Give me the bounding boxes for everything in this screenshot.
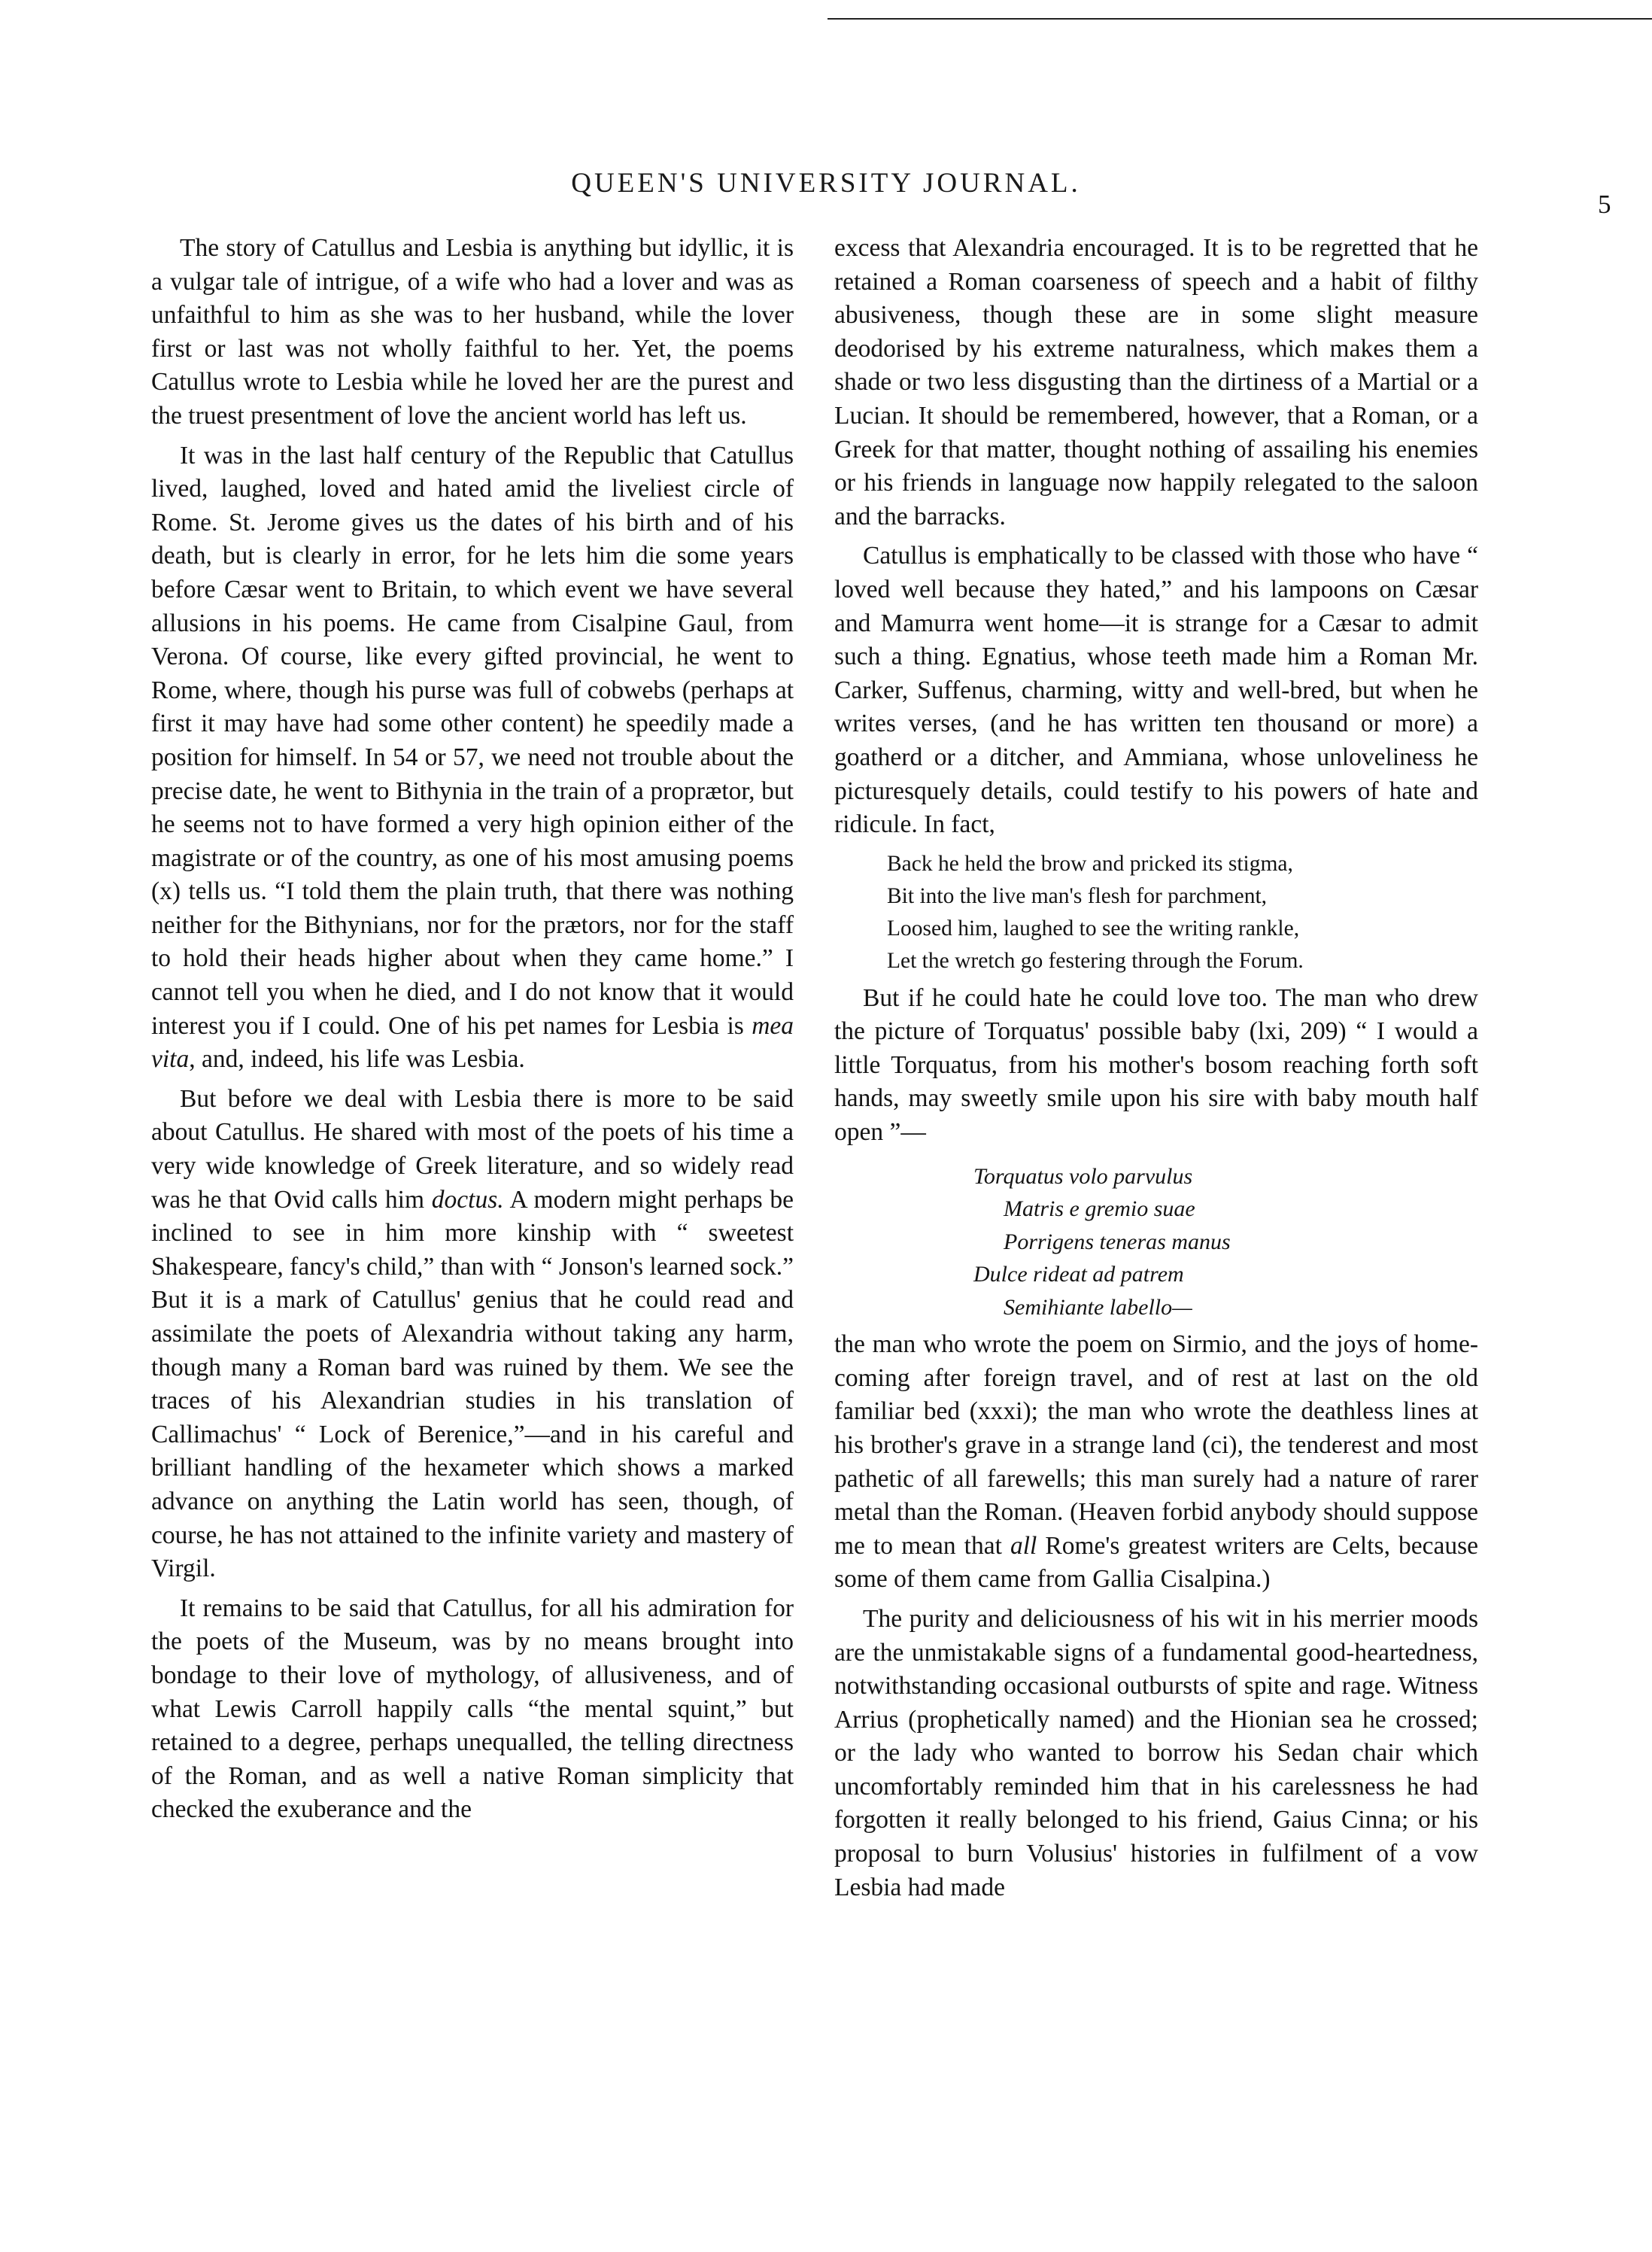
latin-line: Torquatus volo parvulus: [973, 1163, 1193, 1189]
verse-line: Let the wretch go festering through the Forum.: [887, 948, 1304, 973]
left-column: [151, 232, 794, 1833]
paragraph-text: It was in the last half century of the Republic that Catullus lived, laughed, loved and hated amid the liveliest circle of Rome. St. Jerome gives us the dates of his birth and of his death, but is clearly in error, for he lets him die some years before Cæsar went to Britain, to which event we have several allusions in his poems. He came from Cisalpine Gaul, from Verona. Of course, like every gifted provincial, he went to Rome, where, though his purse was full of cobwebs (perhaps at first it may have had some other content) he speedily made a position for himself. In 54 or 57, we need not trouble about the precise date, he went to Bithynia in the train of a proprætor, but he seems not to have formed a very high opinion either of the magistrate or of the country, as one of his most amusing poems (x) tells us. “I told them the plain truth, that there was nothing neither for the Bithynians, nor for the prætors, nor for the staff to hold their heads higher about when they came home.” I cannot tell you when he died, and I do not know that it would interest you if I could. One of his pet names for Lesbia is: [151, 441, 794, 1040]
verse-line: Back he held the brow and pricked its stigma,: [887, 851, 1293, 876]
italic-phrase: doctus.: [431, 1185, 504, 1214]
paragraph: The story of Catullus and Lesbia is anything but idyllic, it is a vulgar tale of intrigue, of a wife who had a lover and was as unfaithful to him as she was to her husband, while the lover first or last was not wholly faithful to her. Yet, the poems Catullus wrote to Lesbia while he loved her are the purest and the truest presentment of love the ancient world has left us.: [151, 234, 794, 430]
latin-line: Semihiante labello—: [1004, 1294, 1192, 1320]
paragraph: Catullus is emphatically to be classed with those who have “ loved well because they hated,” and his lampoons on Cæsar and Mamurra went home—it is strange for a Cæsar to admit such a thing. Egnatius, whose teeth made him a Roman Mr. Carker, Suffenus, charming, witty and well-bred, but when he writes verses, (and he has written ten thousand or more) a goatherd or a ditcher, and Ammiana, whose unloveliness he picturesquely details, could testify to his powers of hate and ridicule. In fact,: [834, 542, 1478, 839]
latin-line: Porrigens teneras manus: [1004, 1229, 1231, 1254]
latin-line: Matris e gremio suae: [1004, 1196, 1195, 1222]
page-header: [0, 167, 1652, 219]
paragraph: But if he could hate he could love too. The man who drew the picture of Torquatus' possible baby (lxi, 209) “ I would a little Torquatus, from his mother's bosom reaching forth soft hands, may sweetly smile upon his sire with baby mouth half open ”—: [834, 983, 1478, 1147]
verse-line: Loosed him, laughed to see the writing rankle,: [887, 916, 1300, 941]
paragraph-text: Rome's greatest writers are Celts, because some of them came from Gallia Cisalpina.): [834, 1531, 1478, 1594]
italic-phrase: all: [1010, 1531, 1037, 1560]
paragraph: [151, 1083, 794, 1586]
verse-quotation: [887, 848, 1478, 977]
paragraph-text: , and, indeed, his life was Lesbia.: [189, 1045, 525, 1074]
paragraph: [151, 439, 794, 1077]
paragraph: The purity and deliciousness of his wit in his merrier moods are the unmistakable signs of a fundamental good-heartedness, notwithstanding occasional outbursts of spite and rage. Witness Arrius (prophetically named) and the Hionian sea he crossed; or the lady who wanted to borrow his Sedan chair which uncomfortably reminded him that in his carelessness he had forgotten it really belonged to his friend, Gaius Cinna; or his proposal to burn Volusius' histories in fulfilment of a vow Lesbia had made: [834, 1604, 1478, 1901]
page-number: 5: [1598, 190, 1611, 219]
right-column: [834, 232, 1478, 1910]
paragraph: excess that Alexandria encouraged. It is to be regretted that he retained a Roman coarseness of speech and a habit of filthy abusiveness, though these are in some slight measure deodorised by his extreme naturalness, which makes them a shade or two less disgusting than the dirtiness of a Martial or a Lucian. It should be remembered, however, that a Roman, or a Greek for that matter, thought nothing of assailing his enemies or his friends in language now happily relegated to the saloon and the barracks.: [834, 234, 1478, 530]
paragraph-text: A modern might perhaps be inclined to see in him more kinship with “ sweetest Shakespeare, fancy's child,” than with “ Jonson's learned sock.” But it is a mark of Catullus' genius that he could read and assimilate the poets of Alexandria without taking any harm, though many a Roman bard was ruined by them. We see the traces of his Alexandrian studies in his translation of Callimachus' “ Lock of Berenice,”—and in his careful and brilliant handling of the hexameter which shows a marked advance on anything the Latin world has seen, though, of course, he has not attained to the infinite variety and mastery of Virgil.: [151, 1185, 794, 1583]
italic-phrase: mea vita: [151, 1011, 794, 1074]
latin-quotation: [973, 1160, 1478, 1324]
verse-line: Bit into the live man's flesh for parchment,: [887, 883, 1268, 908]
paragraph: [834, 1328, 1478, 1597]
journal-title: QUEEN'S UNIVERSITY JOURNAL.: [571, 168, 1081, 199]
latin-line: Dulce rideat ad patrem: [973, 1262, 1184, 1287]
top-rule-line: [828, 18, 1652, 20]
paragraph-text: But before we deal with Lesbia there is more to be said about Catullus. He shared with most of the poets of his time a very wide knowledge of Greek literature, and so widely read was he that Ovid calls him: [151, 1084, 794, 1214]
paragraph-text: the man who wrote the poem on Sirmio, and the joys of home-coming after foreign travel, and of rest at last on the old familiar bed (xxxi); the man who wrote the deathless lines at his brother's grave in a strange land (ci), the tenderest and most pathetic of all farewells; this man surely had a nature of rarer metal than the Roman. (Heaven forbid anybody should suppose me to mean that: [834, 1330, 1478, 1560]
paragraph: It remains to be said that Catullus, for all his admiration for the poets of the Museum, was by no means brought into bondage to their love of mythology, of allusiveness, and of what Lewis Carroll happily calls “the mental squint,” but retained to a degree, perhaps unequalled, the telling directness of the Roman, and as well a native Roman simplicity that checked the exuberance and the: [151, 1594, 794, 1824]
